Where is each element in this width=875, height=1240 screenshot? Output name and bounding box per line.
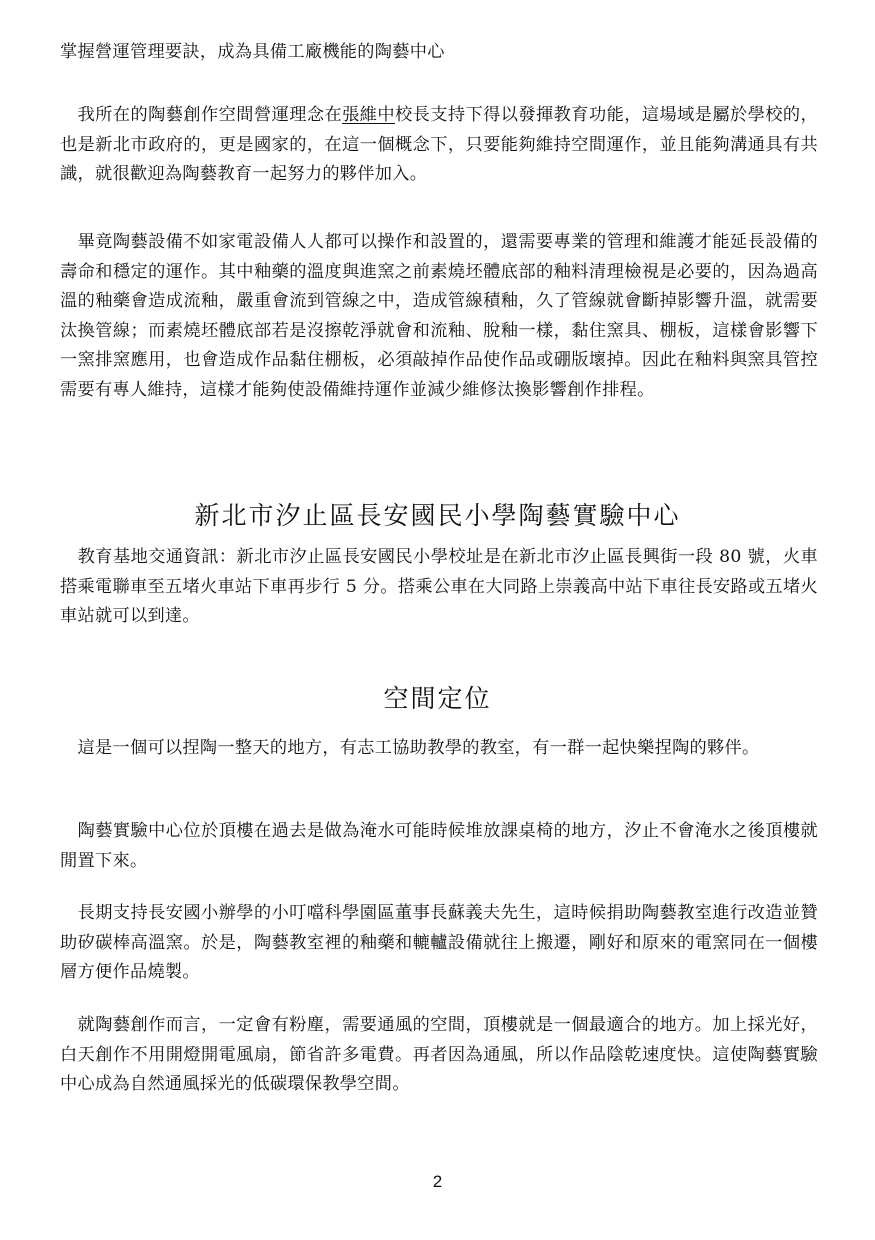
paragraph-space-intro: 這是一個可以捏陶一整天的地方，有志工協助教學的教室，有一群一起快樂捏陶的夥伴。 bbox=[60, 738, 760, 758]
paragraph-sponsor: 長期支持長安國小辦學的小叮噹科學園區董事長蘇義夫先生，這時候捐助陶藝教室進行改造並贊助矽碳棒高溫窯。於是，陶藝教室裡的釉藥和轆轤設備就往上搬遷，剛好和原來的電窯同在一個樓層方便作品燒製。 bbox=[60, 903, 818, 982]
page-number: 2 bbox=[432, 1172, 443, 1191]
paragraph-equipment-maintenance: 畢竟陶藝設備不如家電設備人人都可以操作和設置的，還需要專業的管理和維護才能延長設備的壽命和穩定的運作。其中釉藥的溫度與進窯之前素燒坯體底部的釉料清理檢視是必要的，因為過高溫的釉藥會造成流釉，嚴重會流到管線之中，造成管線積釉，久了管線就會斷掉影響升溫，就需要汰換管線；而素燒坯體底部若是沒擦乾淨就會和流釉、脫釉一樣，黏住窯具、棚板，這樣會影響下一窯排窯應用，也會造成作品黏住棚板，必須敲掉作品使作品或硼版壞掉。因此在釉料與窯具管控需要有專人維持，這樣才能夠使設備維持運作並減少維修汰換影響創作排程。 bbox=[60, 232, 818, 400]
heading-center-name: 新北市汐止區長安國民小學陶藝實驗中心 bbox=[194, 501, 681, 530]
principal-name: 張維中 bbox=[342, 105, 395, 125]
paragraph-rooftop-history: 陶藝實驗中心位於頂樓在過去是做為淹水可能時候堆放課桌椅的地方，汐止不會淹水之後頂樓就閒置下來。 bbox=[60, 821, 818, 871]
paragraph-operations-concept bbox=[60, 101, 818, 190]
paragraph-ventilation: 就陶藝創作而言，一定會有粉塵，需要通風的空間，頂樓就是一個最適合的地方。加上採光好，白天創作不用開燈開電風扇，節省許多電費。再者因為通風，所以作品陰乾速度快。這使陶藝實驗中心成為自然通風採光的低碳環保教學空間。 bbox=[60, 1015, 818, 1094]
section-title-operations: 掌握營運管理要訣，成為具備工廠機能的陶藝中心 bbox=[60, 42, 445, 62]
paragraph-text: 校長支持下得以發揮教育功能，這場域是屬於學校的，也是新北市政府的，更是國家的，在這一個概念下，只要能夠維持空間運作，並且能夠溝通具有共識，就很歡迎為陶藝教育一起努力的夥伴加入。 bbox=[60, 105, 818, 184]
heading-space-positioning: 空間定位 bbox=[383, 684, 492, 713]
paragraph-text: 我所在的陶藝創作空間營運理念在 bbox=[60, 105, 343, 125]
paragraph-transport-info: 教育基地交通資訊：新北市汐止區長安國民小學校址是在新北市汐止區長興街一段 80 號，火車搭乘電聯車至五堵火車站下車再步行 5 分。搭乘公車在大同路上崇義高中站下車往長安路或五堵火車站就可以到達。 bbox=[60, 547, 818, 626]
